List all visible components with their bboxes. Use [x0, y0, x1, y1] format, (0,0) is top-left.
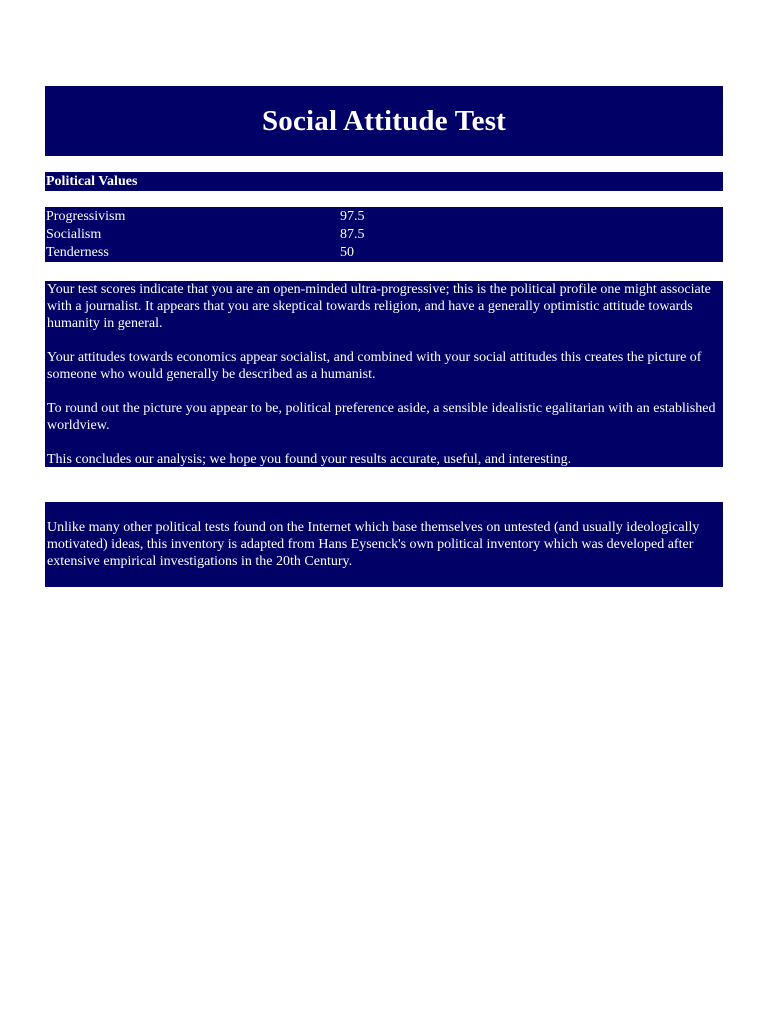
analysis-text: [45, 281, 723, 467]
score-row-progressivism: [45, 208, 723, 226]
scores-table: [45, 207, 723, 262]
score-value: 87.5: [340, 227, 365, 242]
score-value: 50: [340, 245, 354, 260]
analysis-paragraph: Your attitudes towards economics appear socialist, and combined with your social attitudes this creates the picture of someone who would generally be described as a humanist.: [47, 350, 702, 382]
about-paragraph: Unlike many other political tests found on the Internet which base themselves on untested (and usually ideologically motivated) ideas, this inventory is adapted from Hans Eysenck's own political inventory which was developed after extensive empirical investigations in the 20th Century.: [47, 520, 700, 569]
about-text: [45, 502, 723, 587]
score-name: Socialism: [46, 227, 102, 242]
score-row-socialism: [45, 226, 723, 244]
analysis-paragraph: This concludes our analysis; we hope you found your results accurate, useful, and interesting.: [47, 452, 572, 467]
section-header-political-values: Political Values: [45, 172, 723, 191]
score-name: Tenderness: [46, 245, 109, 260]
score-name: Progressivism: [46, 209, 126, 224]
analysis-paragraph: Your test scores indicate that you are an open-minded ultra-progressive; this is the political profile one might associate with a journalist. It appears that you are skeptical towards religion, and have a generally optimistic attitude towards humanity in general.: [47, 282, 711, 331]
score-row-tenderness: [45, 244, 723, 262]
title-banner: [45, 86, 723, 156]
analysis-paragraph: To round out the picture you appear to be, political preference aside, a sensible idealistic egalitarian with an established worldview.: [47, 401, 716, 433]
page-title: Social Attitude Test: [261, 104, 507, 137]
score-value: 97.5: [340, 209, 365, 224]
